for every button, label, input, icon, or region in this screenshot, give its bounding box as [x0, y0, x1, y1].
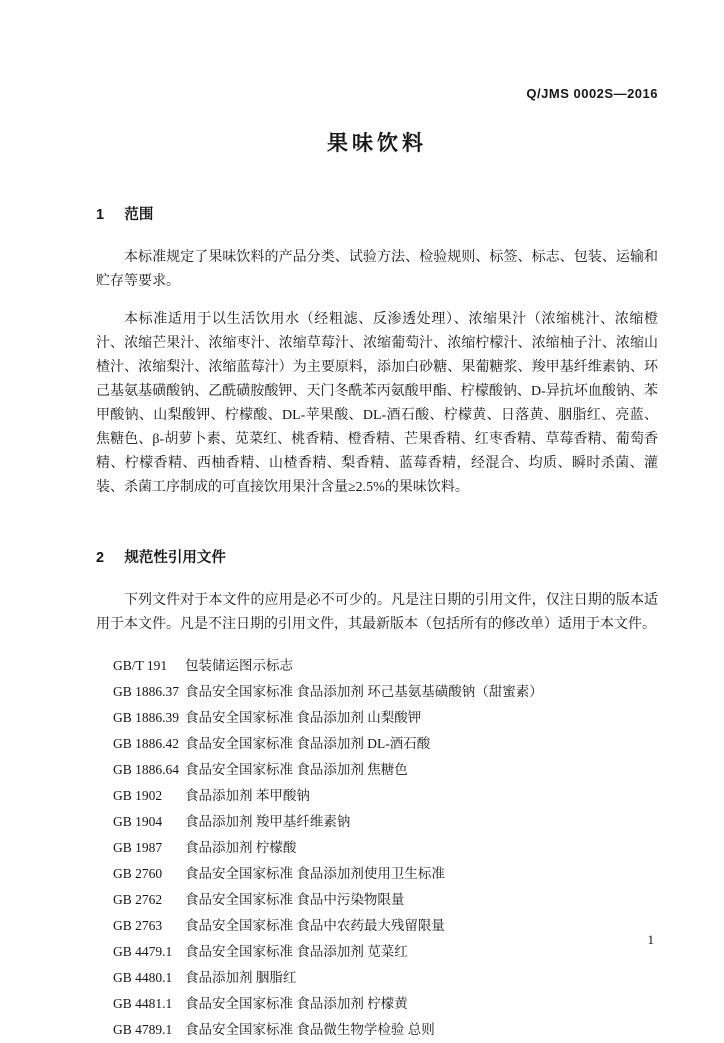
reference-code: GB 4481.1	[113, 996, 173, 1011]
reference-item	[113, 809, 658, 835]
reference-code: GB 2760	[113, 866, 163, 881]
reference-code: GB 1987	[113, 840, 163, 855]
reference-item	[113, 965, 658, 991]
reference-code: GB 2763	[113, 918, 163, 933]
reference-code: GB 4789.1	[113, 1022, 173, 1037]
normative-references-list	[96, 653, 658, 1043]
reference-title: 食品添加剂 苯甲酸钠	[185, 788, 310, 803]
document-number: Q/JMS 0002S—2016	[526, 86, 658, 101]
reference-code: GB 1886.42	[113, 736, 180, 751]
section-2-title: 规范性引用文件	[124, 550, 226, 566]
reference-title: 食品安全国家标准 食品中污染物限量	[185, 892, 405, 907]
page-number: 1	[647, 932, 654, 947]
reference-title: 食品安全国家标准 食品添加剂 环己基氨基磺酸钠（甜蜜素）	[185, 684, 543, 699]
reference-title: 食品安全国家标准 食品中农药最大残留限量	[185, 918, 445, 933]
reference-title: 食品添加剂 胭脂红	[185, 970, 297, 985]
reference-item	[113, 939, 658, 965]
section-1-title: 范围	[124, 207, 154, 223]
reference-title: 食品安全国家标准 食品添加剂 苋菜红	[185, 944, 408, 959]
reference-title: 食品安全国家标准 食品微生物学检验 总则	[185, 1022, 435, 1037]
reference-code: GB 4479.1	[113, 944, 173, 959]
reference-code: GB 4480.1	[113, 970, 173, 985]
section-1-number: 1	[96, 207, 105, 223]
section-1-paragraph-1: 本标准规定了果味饮料的产品分类、试验方法、检验规则、标签、标志、包装、运输和贮存等要求。	[96, 250, 658, 289]
reference-item	[113, 1017, 658, 1043]
document-title: 果味饮料	[327, 132, 427, 155]
reference-title: 食品添加剂 羧甲基纤维素钠	[185, 814, 351, 829]
reference-item	[113, 913, 658, 939]
reference-title: 食品安全国家标准 食品添加剂 柠檬黄	[185, 996, 408, 1011]
reference-code: GB 2762	[113, 892, 163, 907]
reference-item	[113, 861, 658, 887]
reference-code: GB/T 191	[113, 658, 168, 673]
reference-item	[113, 705, 658, 731]
reference-code: GB 1886.39	[113, 710, 180, 725]
reference-code: GB 1886.37	[113, 684, 180, 699]
reference-item	[113, 731, 658, 757]
section-2-number: 2	[96, 550, 105, 566]
reference-title: 包装储运图示标志	[185, 658, 293, 673]
reference-item	[113, 757, 658, 783]
reference-title: 食品安全国家标准 食品添加剂 DL-酒石酸	[185, 736, 431, 751]
section-1-paragraph-2: 本标准适用于以生活饮用水（经粗滤、反渗透处理）、浓缩果汁（浓缩桃汁、浓缩橙汁、浓缩芒果汁、浓缩枣汁、浓缩草莓汁、浓缩葡萄汁、浓缩柠檬汁、浓缩柚子汁、浓缩山楂汁、浓缩梨汁、浓缩蓝莓汁）为主要原料，添加白砂糖、果葡糖浆、羧甲基纤维素钠、环己基氨基磺酸钠、乙酰磺胺酸钾、天门冬酰苯丙氨酸甲酯、柠檬酸钠、D-异抗坏血酸钠、苯甲酸钠、山梨酸钾、柠檬酸、DL-苹果酸、DL-酒石酸、柠檬黄、日落黄、胭脂红、亮蓝、焦糖色、β-胡萝卜素、苋菜红、桃香精、橙香精、芒果香精、红枣香精、草莓香精、葡萄香精、柠檬香精、西柚香精、山楂香精、梨香精、蓝莓香精，经混合、均质、瞬时杀菌、灌装、杀菌工序制成的可直接饮用果汁含量≥2.5%的果味饮料。	[96, 312, 658, 495]
reference-title: 食品安全国家标准 食品添加剂 山梨酸钾	[185, 710, 422, 725]
reference-item	[113, 991, 658, 1017]
reference-code: GB 1902	[113, 788, 163, 803]
reference-item	[113, 679, 658, 705]
reference-title: 食品安全国家标准 食品添加剂使用卫生标准	[185, 866, 445, 881]
reference-item	[113, 887, 658, 913]
section-1-heading	[96, 203, 658, 224]
section-2-paragraph-1: 下列文件对于本文件的应用是必不可少的。凡是注日期的引用文件，仅注日期的版本适用于本文件。凡是不注日期的引用文件，其最新版本（包括所有的修改单）适用于本文件。	[96, 593, 658, 632]
reference-title: 食品安全国家标准 食品添加剂 焦糖色	[185, 762, 408, 777]
reference-item	[113, 835, 658, 861]
reference-code: GB 1904	[113, 814, 163, 829]
section-2-heading	[96, 546, 658, 567]
reference-code: GB 1886.64	[113, 762, 180, 777]
reference-item	[113, 783, 658, 809]
reference-item	[113, 653, 658, 679]
reference-title: 食品添加剂 柠檬酸	[185, 840, 297, 855]
